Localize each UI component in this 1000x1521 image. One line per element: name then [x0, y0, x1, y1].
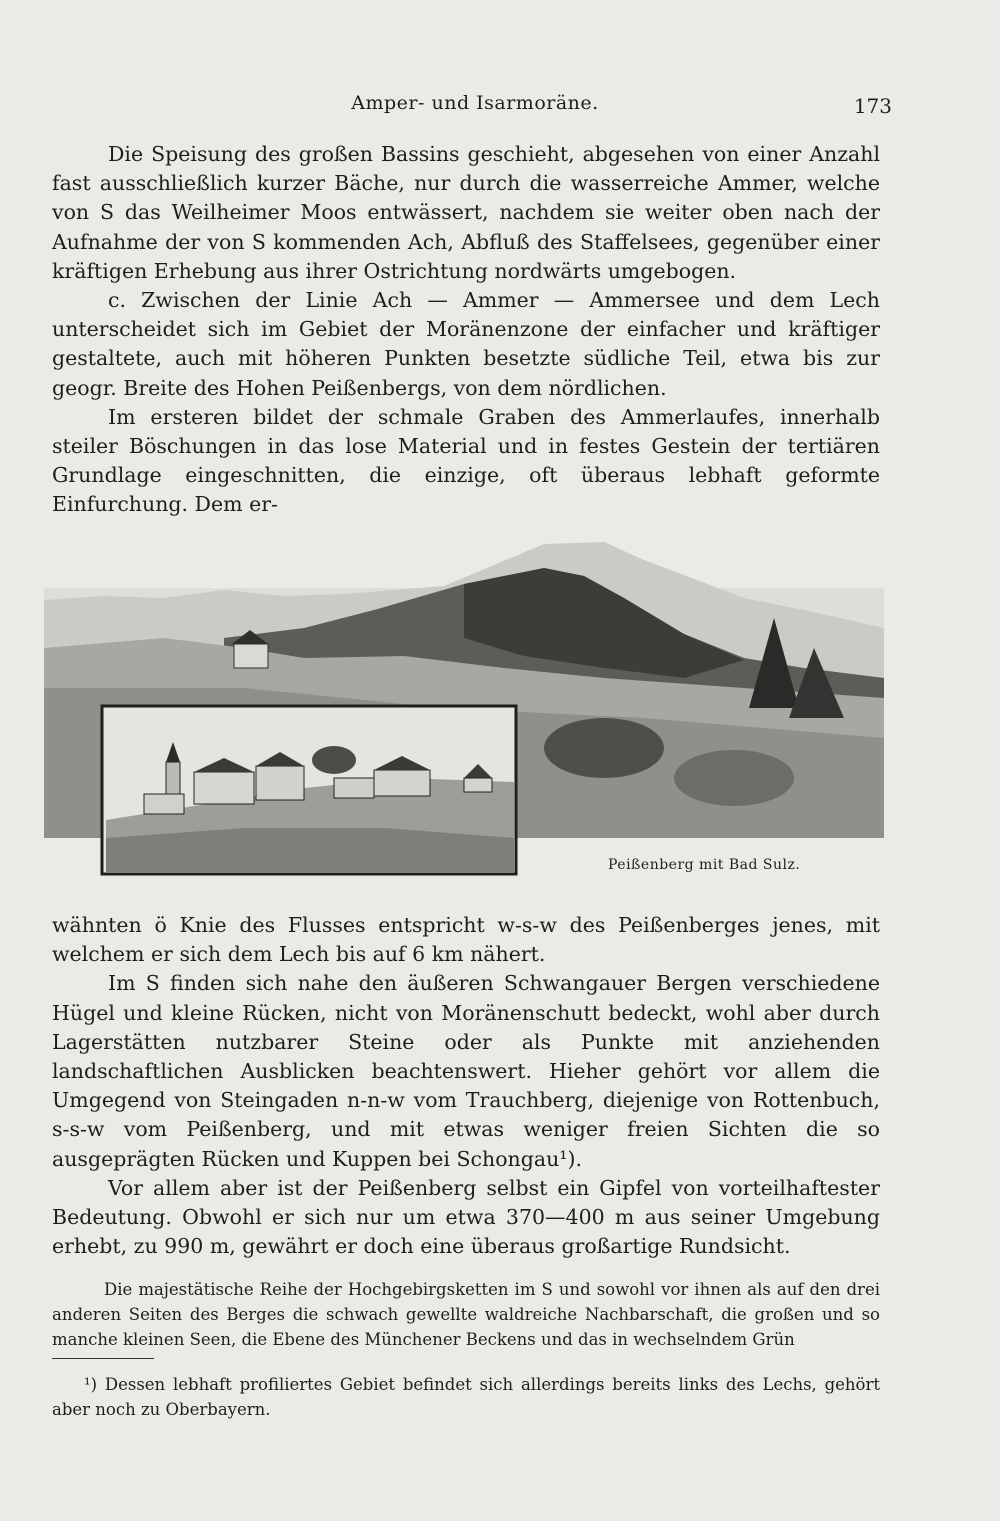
figure-caption: Peißenberg mit Bad Sulz. [608, 857, 801, 873]
small-text-block [52, 1277, 880, 1352]
running-title: Amper- und Isarmoräne. [351, 92, 599, 114]
page-number: 173 [853, 94, 892, 118]
paragraph-zwischen: c. Zwischen der Linie Ach — Ammer — Ammersee und dem Lech unterscheidet sich im Gebiet der Moränenzone der einfacher und kräftiger gestaltete, auch mit höheren Punkten besetzte südliche Teil, etwa bis zur geogr. Breite des Hohen Peißenbergs, von dem nördlichen. [52, 288, 880, 400]
paragraph-waehnten: wähnten ö Knie des Flusses entspricht w-s-w des Peißenberges jenes, mit welchem er sich dem Lech bis auf 6 km nähert. [52, 913, 880, 967]
running-head [0, 92, 1000, 122]
paragraph-speisung: Die Speisung des großen Bassins geschieht, abgesehen von einer Anzahl fast ausschließlich kurzer Bäche, nur durch die wasserreiche Ammer, welche von S das Weilheimer Moos entwässert, nachdem sie weiter oben nach der Aufnahme der von S kommenden Ach, Abfluß des Staffelsees, gegenüber einer kräftigen Erhebung aus ihrer Ostrichtung nordwärts umgebogen. [52, 142, 880, 283]
landscape-illustration [44, 538, 884, 878]
paragraph-im-ersteren: Im ersteren bildet der schmale Graben des Ammerlaufes, innerhalb steiler Böschungen in das lose Material und in festes Gestein der tertiären Grundlage eingeschnitten, die einzige, oft überaus lebhaft geformte Einfurchung. Dem er- [52, 404, 880, 517]
footnote-block [52, 1372, 880, 1422]
paragraph-im-s: Im S finden sich nahe den äußeren Schwangauer Bergen verschiedene Hügel und kleine Rücken, nicht von Moränenschutt bedeckt, wohl aber durch Lagerstätten nutzbarer Steine oder als Punkte mit anziehenden landschaftlichen Ausblicken beachtenswert. Hieher gehört vor allem die Umgegend von Steingaden n-n-w vom Trauchberg, diejenige von Rottenbuch, s-s-w vom Peißenberg, und mit etwas weniger freien Sichten die so ausgeprägten Rücken und Kuppen bei Schongau¹). [52, 971, 880, 1171]
text-block-bottom [52, 911, 880, 1261]
paragraph-vor-allem: Vor allem aber ist der Peißenberg selbst ein Gipfel von vorteilhaftester Bedeutung. Obwohl er sich nur um etwa 370—400 m aus seiner Umgebung erhebt, zu 990 m, gewährt er doch eine überaus großartige Rundsicht. [52, 1175, 880, 1259]
paragraph-majestaetische: Die majestätische Reihe der Hochgebirgsketten im S und sowohl vor ihnen als auf den drei anderen Seiten des Berges die schwach gewellte waldreiche Nachbarschaft, die großen und so manche kleinen Seen, die Ebene des Münchener Beckens und das in wechselndem Grün [52, 1280, 880, 1349]
footnote-1: ¹) Dessen lebhaft profiliertes Gebiet befindet sich allerdings bereits links des Lechs, gehört aber noch zu Oberbayern. [52, 1375, 880, 1419]
footnote-rule [52, 1358, 154, 1359]
text-block-top [52, 140, 880, 520]
